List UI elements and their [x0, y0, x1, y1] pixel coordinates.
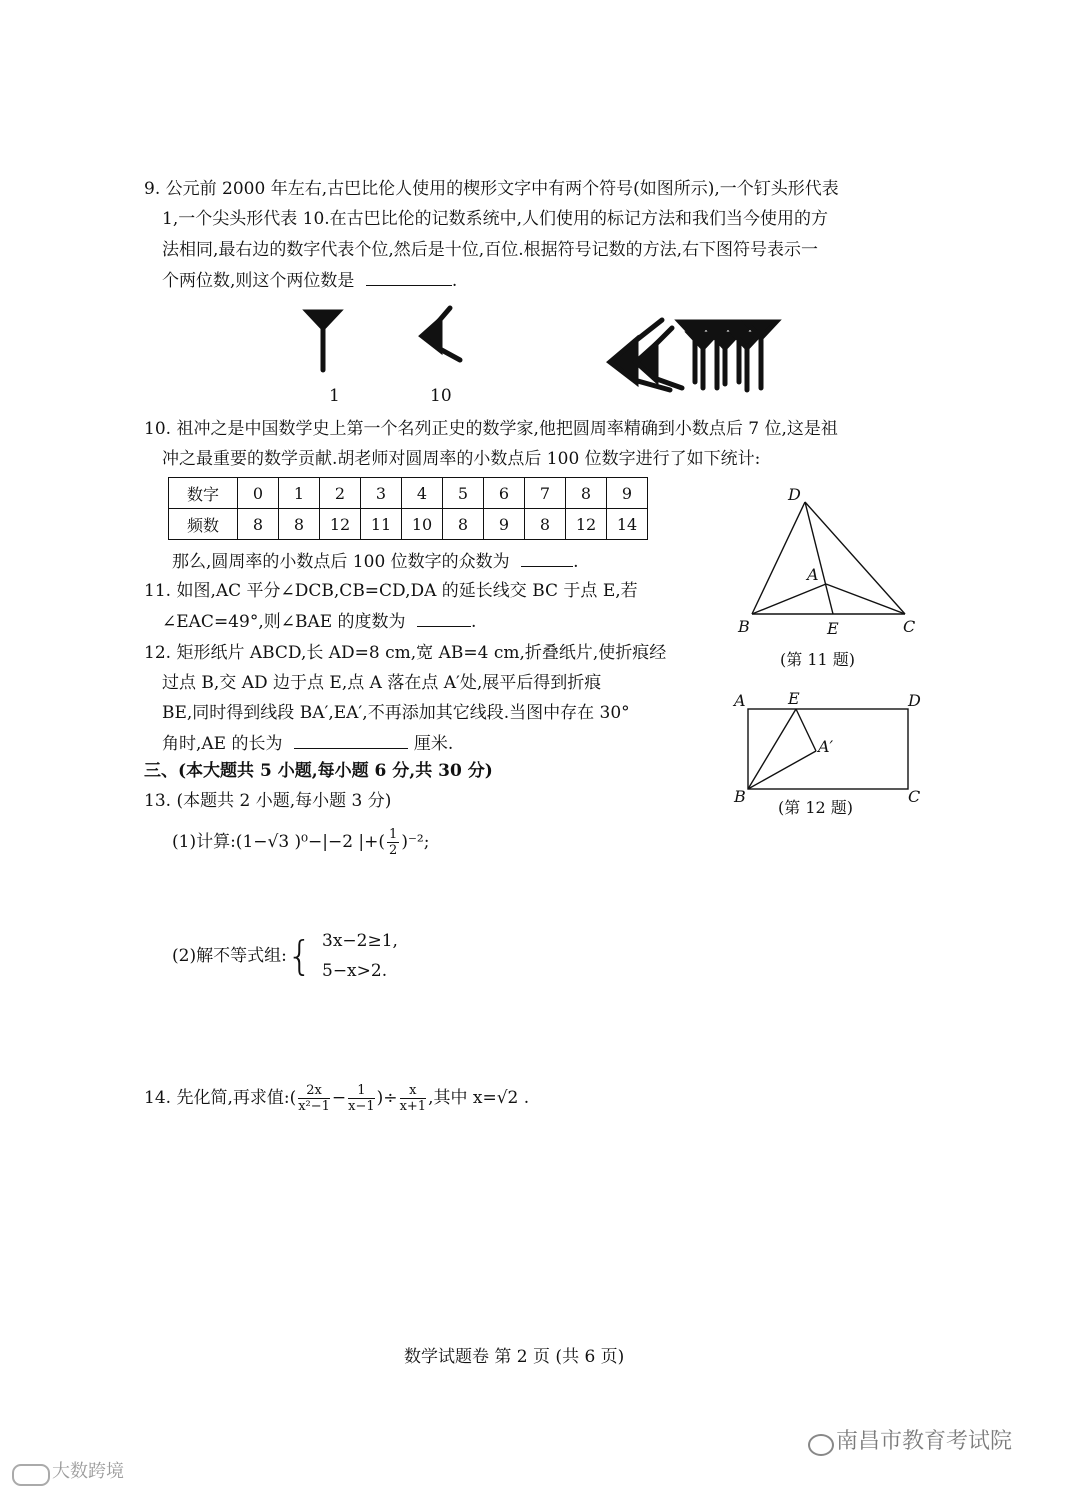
watermark-left: 大数跨境: [52, 1461, 124, 1482]
q10-question-text: 那么,圆周率的小数点后 100 位数字的众数为: [172, 552, 510, 572]
q9-question-text: 个两位数,则这个两位数是: [162, 271, 355, 291]
figure-12-rectangle: [728, 684, 928, 808]
table-cell: 0: [238, 478, 279, 509]
table-cell: 14: [607, 509, 648, 540]
wechat-icon: [808, 1434, 834, 1456]
table-header-frequency: 频数: [169, 509, 238, 540]
section-3-heading: 三、(本大题共 5 小题,每小题 6 分,共 30 分): [144, 761, 493, 781]
table-row-digits: [169, 478, 648, 509]
fig12-label-e: E: [788, 689, 800, 708]
fig11-label-d: D: [788, 485, 801, 504]
q12-line-3: BE,同时得到线段 BA′,EA′,不再添加其它线段.当图中存在 30°: [162, 703, 630, 723]
logo-icon: [12, 1464, 50, 1486]
q11-line-1: 11. 如图,AC 平分∠DCB,CB=CD,DA 的延长线交 BC 于点 E,若: [144, 581, 638, 601]
q10-answer-blank: [521, 548, 573, 567]
q14-divide: )÷: [376, 1088, 398, 1108]
q14-f2-denominator: x−1: [348, 1099, 375, 1114]
q13-p1-denominator: 2: [389, 843, 398, 858]
table-cell: 10: [402, 509, 443, 540]
fig11-label-c: C: [903, 617, 916, 636]
q9-line-4: [162, 267, 457, 294]
fig12-label-a-prime: A′: [818, 737, 834, 756]
q13-title: 13. (本题共 2 小题,每小题 3 分): [144, 791, 392, 811]
q9-line-2: 1,一个尖头形代表 10.在古巴比伦的记数系统中,人们使用的标记方法和我们当今使用的方: [162, 209, 829, 229]
table-cell: 12: [566, 509, 607, 540]
q14-fraction-3: [400, 1083, 427, 1114]
q11-answer-blank: [417, 608, 471, 627]
fig11-label-e: E: [827, 619, 839, 638]
q14-f1-numerator: 2x: [298, 1083, 330, 1099]
table-row-frequency: [169, 509, 648, 540]
q12-unit: 厘米.: [413, 734, 454, 754]
q9-line-3: 法相同,最右边的数字代表个位,然后是十位,百位.根据符号记数的方法,右下图符号表示一: [162, 240, 819, 260]
system-brace: {: [286, 933, 313, 980]
q14-fraction-1: [298, 1083, 330, 1114]
table-cell: 8: [443, 509, 484, 540]
table-cell: 7: [525, 478, 566, 509]
q10-after-table: [172, 548, 578, 575]
cuneiform-composite-symbol: [610, 320, 776, 390]
q12-question-text: 角时,AE 的长为: [162, 734, 283, 754]
fig12-label-d: D: [908, 691, 921, 710]
q14-prefix: 14. 先化简,再求值:(: [144, 1088, 297, 1108]
table-cell: 1: [279, 478, 320, 509]
q12-line-4: [162, 730, 453, 757]
q12-answer-blank: [294, 730, 408, 749]
table-cell: 12: [320, 509, 361, 540]
q11-question-text: ∠EAC=49°,则∠BAE 的度数为: [162, 612, 406, 632]
fig11-label-a: A: [807, 565, 819, 584]
q14-line: [144, 1078, 529, 1118]
q13-p1-numerator: 1: [389, 827, 398, 842]
q13-inequality-2: 5−x>2.: [322, 961, 388, 981]
cuneiform-one-label: 1: [329, 386, 340, 406]
q14-f3-numerator: x: [400, 1083, 427, 1099]
q10-line-1: 10. 祖冲之是中国数学史上第一个名列正史的数学家,他把圆周率精确到小数点后 7 位,这是祖: [144, 419, 838, 439]
q14-f2-numerator: 1: [348, 1083, 375, 1099]
table-cell: 8: [566, 478, 607, 509]
cuneiform-figure: [290, 300, 810, 410]
table-cell: 9: [484, 509, 525, 540]
q13-p1-suffix: )⁻²;: [401, 832, 430, 852]
q14-suffix: ,其中 x=√2 .: [428, 1088, 530, 1108]
table-cell: 8: [525, 509, 566, 540]
q10-line-2: 冲之最重要的数学贡献.胡老师对圆周率的小数点后 100 位数字进行了如下统计:: [162, 449, 761, 469]
q13-part-2: [172, 928, 312, 984]
cuneiform-ten-symbol: [422, 308, 460, 360]
q14-fraction-2: [348, 1083, 375, 1114]
table-cell: 4: [402, 478, 443, 509]
fig11-label-b: B: [738, 617, 750, 636]
q11-line-2: [162, 608, 476, 635]
table-cell: 8: [238, 509, 279, 540]
q9-answer-blank: [366, 267, 452, 286]
q13-p2-prefix: (2)解不等式组:: [172, 946, 287, 966]
figure-11-caption: (第 11 题): [780, 650, 856, 669]
q13-p1-fraction: [387, 827, 399, 858]
table-cell: 2: [320, 478, 361, 509]
table-cell: 3: [361, 478, 402, 509]
q13-part-1: [172, 822, 429, 862]
table-cell: 11: [361, 509, 402, 540]
q12-line-2: 过点 B,交 AD 边于点 E,点 A 落在点 A′处,展平后得到折痕: [162, 673, 602, 693]
table-cell: 5: [443, 478, 484, 509]
cuneiform-one-symbol: [308, 312, 338, 370]
table-cell: 9: [607, 478, 648, 509]
figure-11-triangle: [730, 480, 930, 645]
table-cell: 8: [279, 509, 320, 540]
q12-line-1: 12. 矩形纸片 ABCD,长 AD=8 cm,宽 AB=4 cm,折叠纸片,使折痕经: [144, 643, 667, 663]
fig12-label-a: A: [734, 691, 746, 710]
q13-p1-prefix: (1)计算:(1−√3 )⁰−|−2 |+(: [172, 832, 386, 852]
q14-f3-denominator: x+1: [399, 1099, 427, 1114]
q14-f1-denominator: x²−1: [298, 1099, 330, 1114]
figure-12-caption: (第 12 题): [778, 798, 854, 817]
q9-period: .: [451, 271, 458, 291]
fig12-label-c: C: [908, 787, 921, 806]
watermark-right: 南昌市教育考试院: [836, 1429, 1013, 1454]
table-header-digit: 数字: [169, 478, 238, 509]
cuneiform-ten-label: 10: [430, 386, 452, 406]
q14-minus: −: [331, 1088, 347, 1108]
q9-line-1: 9. 公元前 2000 年左右,古巴比伦人使用的楔形文字中有两个符号(如图所示),一个钉头形代表: [144, 179, 839, 199]
q11-period: .: [470, 612, 477, 632]
q13-inequality-1: 3x−2≥1,: [322, 931, 398, 951]
page-footer: 数学试题卷 第 2 页 (共 6 页): [404, 1347, 625, 1367]
frequency-table: [168, 477, 648, 540]
table-cell: 6: [484, 478, 525, 509]
fig12-label-b: B: [734, 787, 746, 806]
q10-period: .: [573, 552, 579, 572]
